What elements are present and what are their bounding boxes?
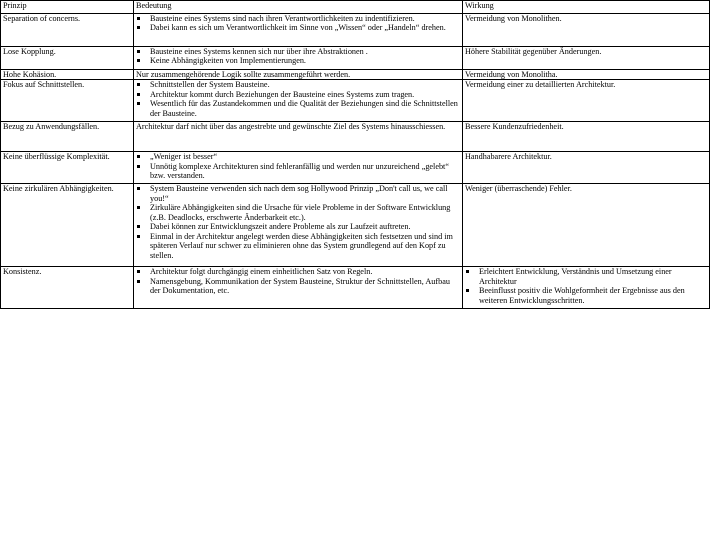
bullet-icon: [466, 270, 469, 273]
list-item: Bausteine eines Systems kennen sich nur über ihre Abstraktionen .: [136, 47, 461, 57]
header-principle: Prinzip: [1, 1, 134, 14]
effect-cell: [463, 267, 710, 309]
meaning-cell: [134, 267, 463, 309]
bullet-icon: [137, 206, 140, 209]
bullet-icon: [137, 280, 140, 283]
effect-cell: Bessere Kundenzufriedenheit.: [463, 122, 710, 152]
bullet-icon: [137, 93, 140, 96]
list-item: „Weniger ist besser“: [136, 152, 461, 162]
table-header-row: [1, 1, 710, 14]
list-item: Namensgebung, Kommunikation der System Bausteine, Struktur der Schnittstellen, Aufbau der Dokumentation, etc.: [136, 277, 461, 296]
bullet-icon: [137, 50, 140, 53]
meaning-cell: Architektur darf nicht über das angestrebte und gewünschte Ziel des Systems hinausschiessen.: [134, 122, 463, 152]
table-row: [1, 184, 710, 267]
bullet-icon: [137, 270, 140, 273]
bullet-icon: [137, 59, 140, 62]
bullet-icon: [466, 289, 469, 292]
table-row: [1, 80, 710, 122]
list-item: Architektur folgt durchgängig einem einheitlichen Satz von Regeln.: [136, 267, 461, 277]
meaning-cell: [134, 152, 463, 184]
meaning-cell: [134, 184, 463, 267]
effect-cell: Weniger (überraschende) Fehler.: [463, 184, 710, 267]
list-item: Keine Abhängigkeiten von Implementierungen.: [136, 56, 461, 66]
bullet-icon: [137, 235, 140, 238]
meaning-cell: [134, 46, 463, 69]
principle-cell: Lose Kopplung.: [1, 46, 134, 69]
header-meaning: Bedeutung: [134, 1, 463, 14]
bullet-icon: [137, 155, 140, 158]
bullet-icon: [137, 26, 140, 29]
list-item: Dabei kann es sich um Verantwortlichkeit im Sinne von „Wissen“ oder „Handeln“ drehen.: [136, 23, 461, 33]
principle-cell: Separation of concerns.: [1, 13, 134, 46]
bullet-icon: [137, 187, 140, 190]
meaning-cell: [134, 13, 463, 46]
list-item: Schnittstellen der System Bausteine.: [136, 80, 461, 90]
effect-cell: Vermeidung von Monolithen.: [463, 13, 710, 46]
list-item: Bausteine eines Systems sind nach ihren Verantwortlichkeiten zu indentifizieren.: [136, 14, 461, 24]
bullet-icon: [137, 17, 140, 20]
bullet-icon: [137, 225, 140, 228]
principle-cell: Hohe Kohäsion.: [1, 69, 134, 80]
effect-cell: Handhabarere Architektur.: [463, 152, 710, 184]
principle-cell: Keine zirkulären Abhängigkeiten.: [1, 184, 134, 267]
list-item: Beeinflusst positiv die Wohlgeformheit der Ergebnisse aus den weiteren Entwicklungsschritten.: [465, 286, 708, 305]
effect-cell: Höhere Stabilität gegenüber Änderungen.: [463, 46, 710, 69]
list-item: Einmal in der Architektur angelegt werden diese Abhängigkeiten sich festsetzen und sind im späteren Verlauf nur schwer zu eliminieren ohne das System grundlegend auf den Kopf zu stellen.: [136, 232, 461, 261]
principle-cell: Bezug zu Anwendungsfällen.: [1, 122, 134, 152]
effect-cell: Vermeidung von Monolitha.: [463, 69, 710, 80]
table-row: [1, 152, 710, 184]
meaning-cell: [134, 80, 463, 122]
header-effect: Wirkung: [463, 1, 710, 14]
list-item: Wesentlich für das Zustandekommen und die Qualität der Beziehungen sind die Schnittstellen der Bausteine.: [136, 99, 461, 118]
list-item: Dabei können zur Entwicklungszeit andere Probleme als zur Laufzeit auftreten.: [136, 222, 461, 232]
list-item: Zirkuläre Abhängigkeiten sind die Ursache für viele Probleme in der Software Entwicklung (z.B. Deadlocks, erschwerte Änderbarkeit etc.).: [136, 203, 461, 222]
list-item: System Bausteine verwenden sich nach dem sog Hollywood Prinzip „Don't call us, we call you!“: [136, 184, 461, 203]
bullet-icon: [137, 102, 140, 105]
table-row: [1, 122, 710, 152]
effect-cell: Vermeidung einer zu detaillierten Architektur.: [463, 80, 710, 122]
table-row: [1, 46, 710, 69]
table-row: [1, 267, 710, 309]
table-row: [1, 69, 710, 80]
meaning-cell: Nur zusammengehörende Logik sollte zusammengeführt werden.: [134, 69, 463, 80]
principle-cell: Konsistenz.: [1, 267, 134, 309]
table-row: [1, 13, 710, 46]
list-item: Erleichtert Entwicklung, Verständnis und Umsetzung einer Architektur: [465, 267, 708, 286]
bullet-icon: [137, 83, 140, 86]
principle-cell: Keine überflüssige Komplexität.: [1, 152, 134, 184]
list-item: Architektur kommt durch Beziehungen der Bausteine eines Systems zum tragen.: [136, 90, 461, 100]
list-item: Unnötig komplexe Architekturen sind fehleranfällig und werden nur unzureichend „gelebt“ bzw. verstanden.: [136, 162, 461, 181]
principle-cell: Fokus auf Schnittstellen.: [1, 80, 134, 122]
bullet-icon: [137, 165, 140, 168]
